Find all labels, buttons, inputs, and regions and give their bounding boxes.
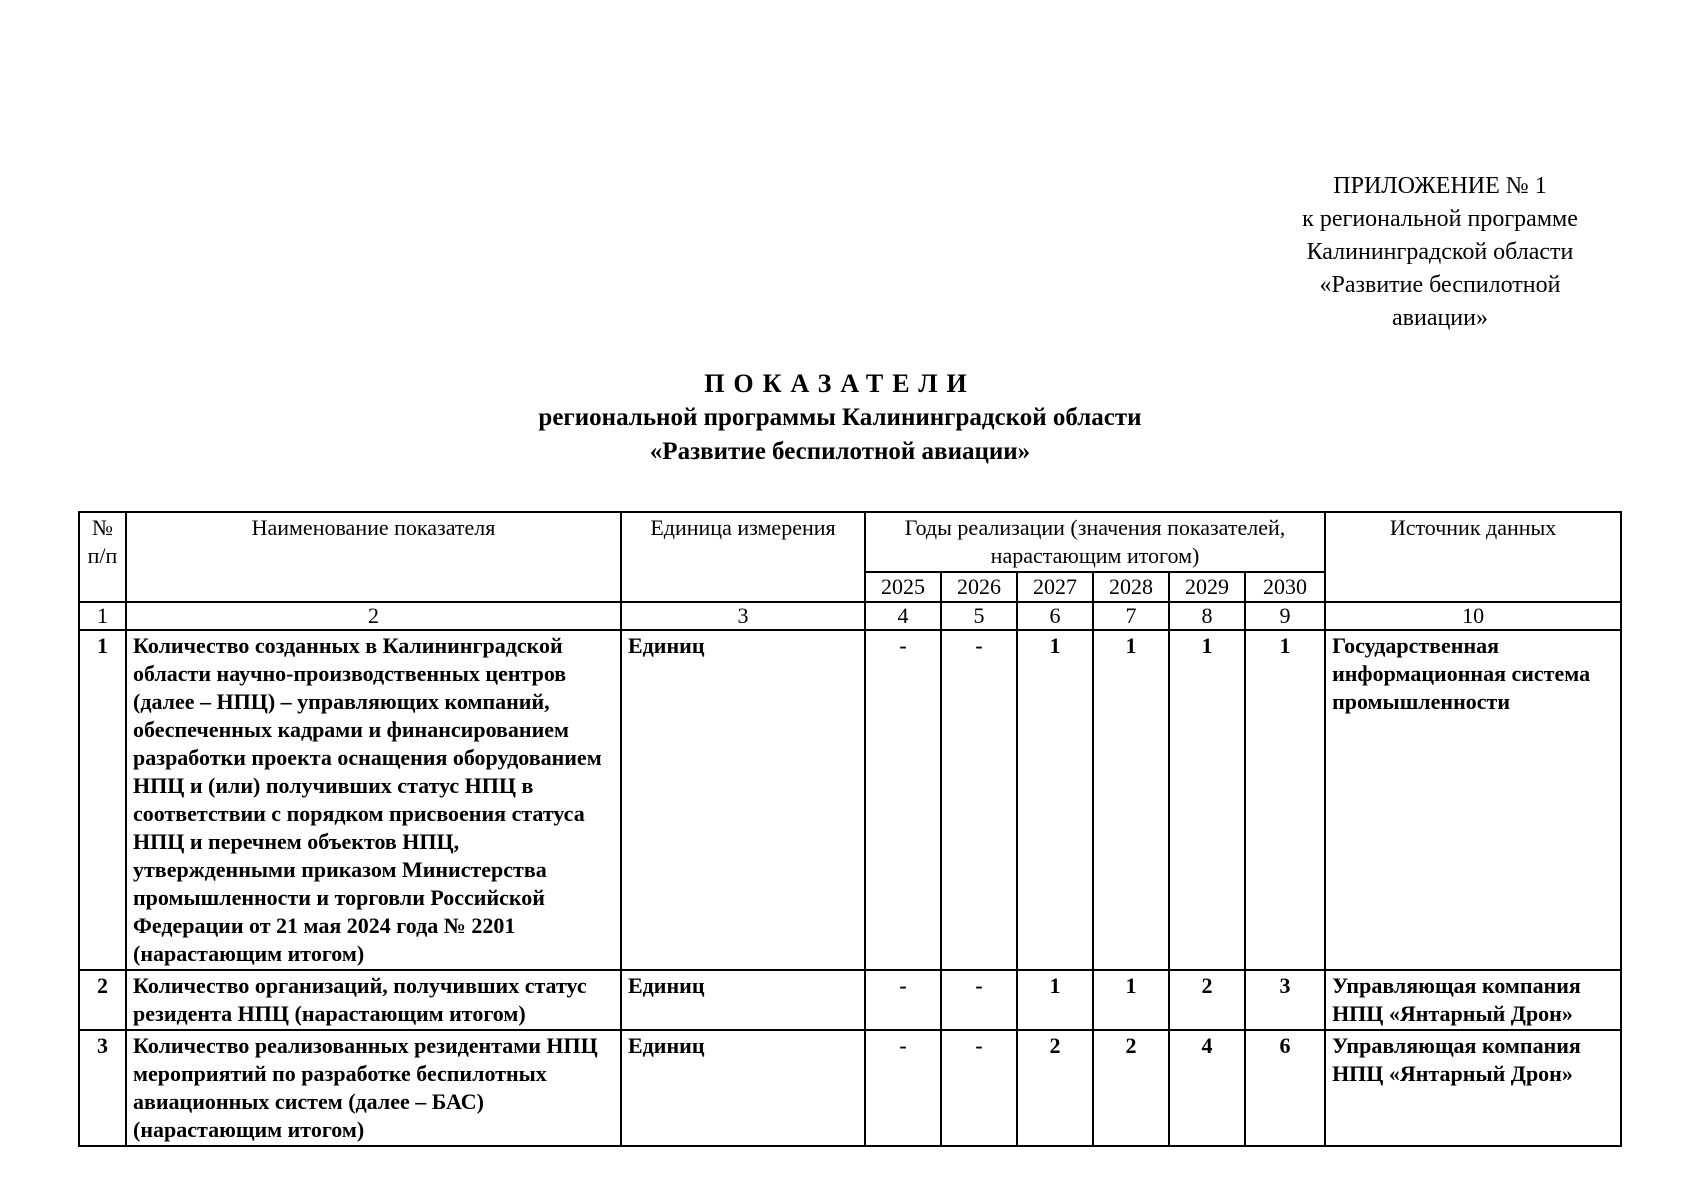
indicator-unit: Единиц	[621, 630, 865, 970]
data-source: Государственная информационная система промышленности	[1325, 630, 1621, 970]
value-2028: 1	[1093, 630, 1169, 970]
indicator-name: Количество реализованных резидентами НПЦ мероприятий по разработке беспилотных авиационных систем (далее – БАС) (нарастающим итогом)	[126, 1030, 621, 1146]
header-years-group: Годы реализации (значения показателей, нарастающим итогом)	[865, 512, 1325, 572]
header-row	[79, 512, 1621, 572]
value-2027: 1	[1017, 630, 1093, 970]
column-number: 8	[1169, 602, 1245, 630]
title-line: региональной программы Калининградской области	[538, 404, 1142, 431]
column-number: 5	[941, 602, 1017, 630]
appendix-line: ПРИЛОЖЕНИЕ № 1	[1333, 173, 1547, 199]
header-name: Наименование показателя	[126, 512, 621, 602]
document-title	[300, 367, 1380, 469]
data-source: Управляющая компания НПЦ «Янтарный Дрон»	[1325, 970, 1621, 1030]
header-year: 2027	[1017, 572, 1093, 602]
table-row	[79, 970, 1621, 1030]
column-number: 9	[1245, 602, 1325, 630]
header-year: 2030	[1245, 572, 1325, 602]
column-number: 6	[1017, 602, 1093, 630]
appendix-block	[1230, 170, 1650, 335]
column-numbers-row	[79, 602, 1621, 630]
value-2028: 1	[1093, 970, 1169, 1030]
indicator-unit: Единиц	[621, 970, 865, 1030]
header-year: 2029	[1169, 572, 1245, 602]
header-year: 2025	[865, 572, 941, 602]
value-2027: 2	[1017, 1030, 1093, 1146]
indicators-table	[78, 511, 1622, 1147]
row-number: 2	[79, 970, 126, 1030]
appendix-line: к региональной программе	[1302, 206, 1578, 232]
value-2030: 1	[1245, 630, 1325, 970]
header-unit: Единица измерения	[621, 512, 865, 602]
appendix-line: Калининградской области	[1306, 239, 1574, 265]
value-2028: 2	[1093, 1030, 1169, 1146]
indicator-name: Количество созданных в Калининградской области научно-производственных центров (далее – НПЦ) – управляющих компаний, обеспеченных кадрами и финансированием разработки проекта оснащения оборудованием НПЦ и (или) получивших статус НПЦ в соответствии с порядком присвоения статуса НПЦ и перечнем объектов НПЦ, утвержденными приказом Министерства промышленности и торговли Российской Федерации от 21 мая 2024 года № 2201 (нарастающим итогом)	[126, 630, 621, 970]
value-2026: -	[941, 630, 1017, 970]
data-source: Управляющая компания НПЦ «Янтарный Дрон»	[1325, 1030, 1621, 1146]
title-line: «Развитие беспилотной авиации»	[649, 438, 1031, 465]
value-2029: 1	[1169, 630, 1245, 970]
header-year: 2028	[1093, 572, 1169, 602]
table-row	[79, 630, 1621, 970]
value-2030: 6	[1245, 1030, 1325, 1146]
title-heading: ПОКАЗАТЕЛИ	[704, 369, 976, 398]
value-2026: -	[941, 970, 1017, 1030]
header-num: № п/п	[79, 512, 126, 602]
value-2025: -	[865, 1030, 941, 1146]
value-2025: -	[865, 970, 941, 1030]
row-number: 3	[79, 1030, 126, 1146]
header-source: Источник данных	[1325, 512, 1621, 602]
column-number: 1	[79, 602, 126, 630]
column-number: 2	[126, 602, 621, 630]
column-number: 3	[621, 602, 865, 630]
column-number: 4	[865, 602, 941, 630]
header-year: 2026	[941, 572, 1017, 602]
value-2027: 1	[1017, 970, 1093, 1030]
appendix-line: авиации»	[1391, 305, 1488, 331]
table-row	[79, 1030, 1621, 1146]
value-2029: 2	[1169, 970, 1245, 1030]
column-number: 10	[1325, 602, 1621, 630]
value-2026: -	[941, 1030, 1017, 1146]
appendix-line: «Развитие беспилотной	[1319, 272, 1561, 298]
value-2025: -	[865, 630, 941, 970]
indicator-name: Количество организаций, получивших статус резидента НПЦ (нарастающим итогом)	[126, 970, 621, 1030]
value-2029: 4	[1169, 1030, 1245, 1146]
row-number: 1	[79, 630, 126, 970]
indicator-unit: Единиц	[621, 1030, 865, 1146]
value-2030: 3	[1245, 970, 1325, 1030]
column-number: 7	[1093, 602, 1169, 630]
